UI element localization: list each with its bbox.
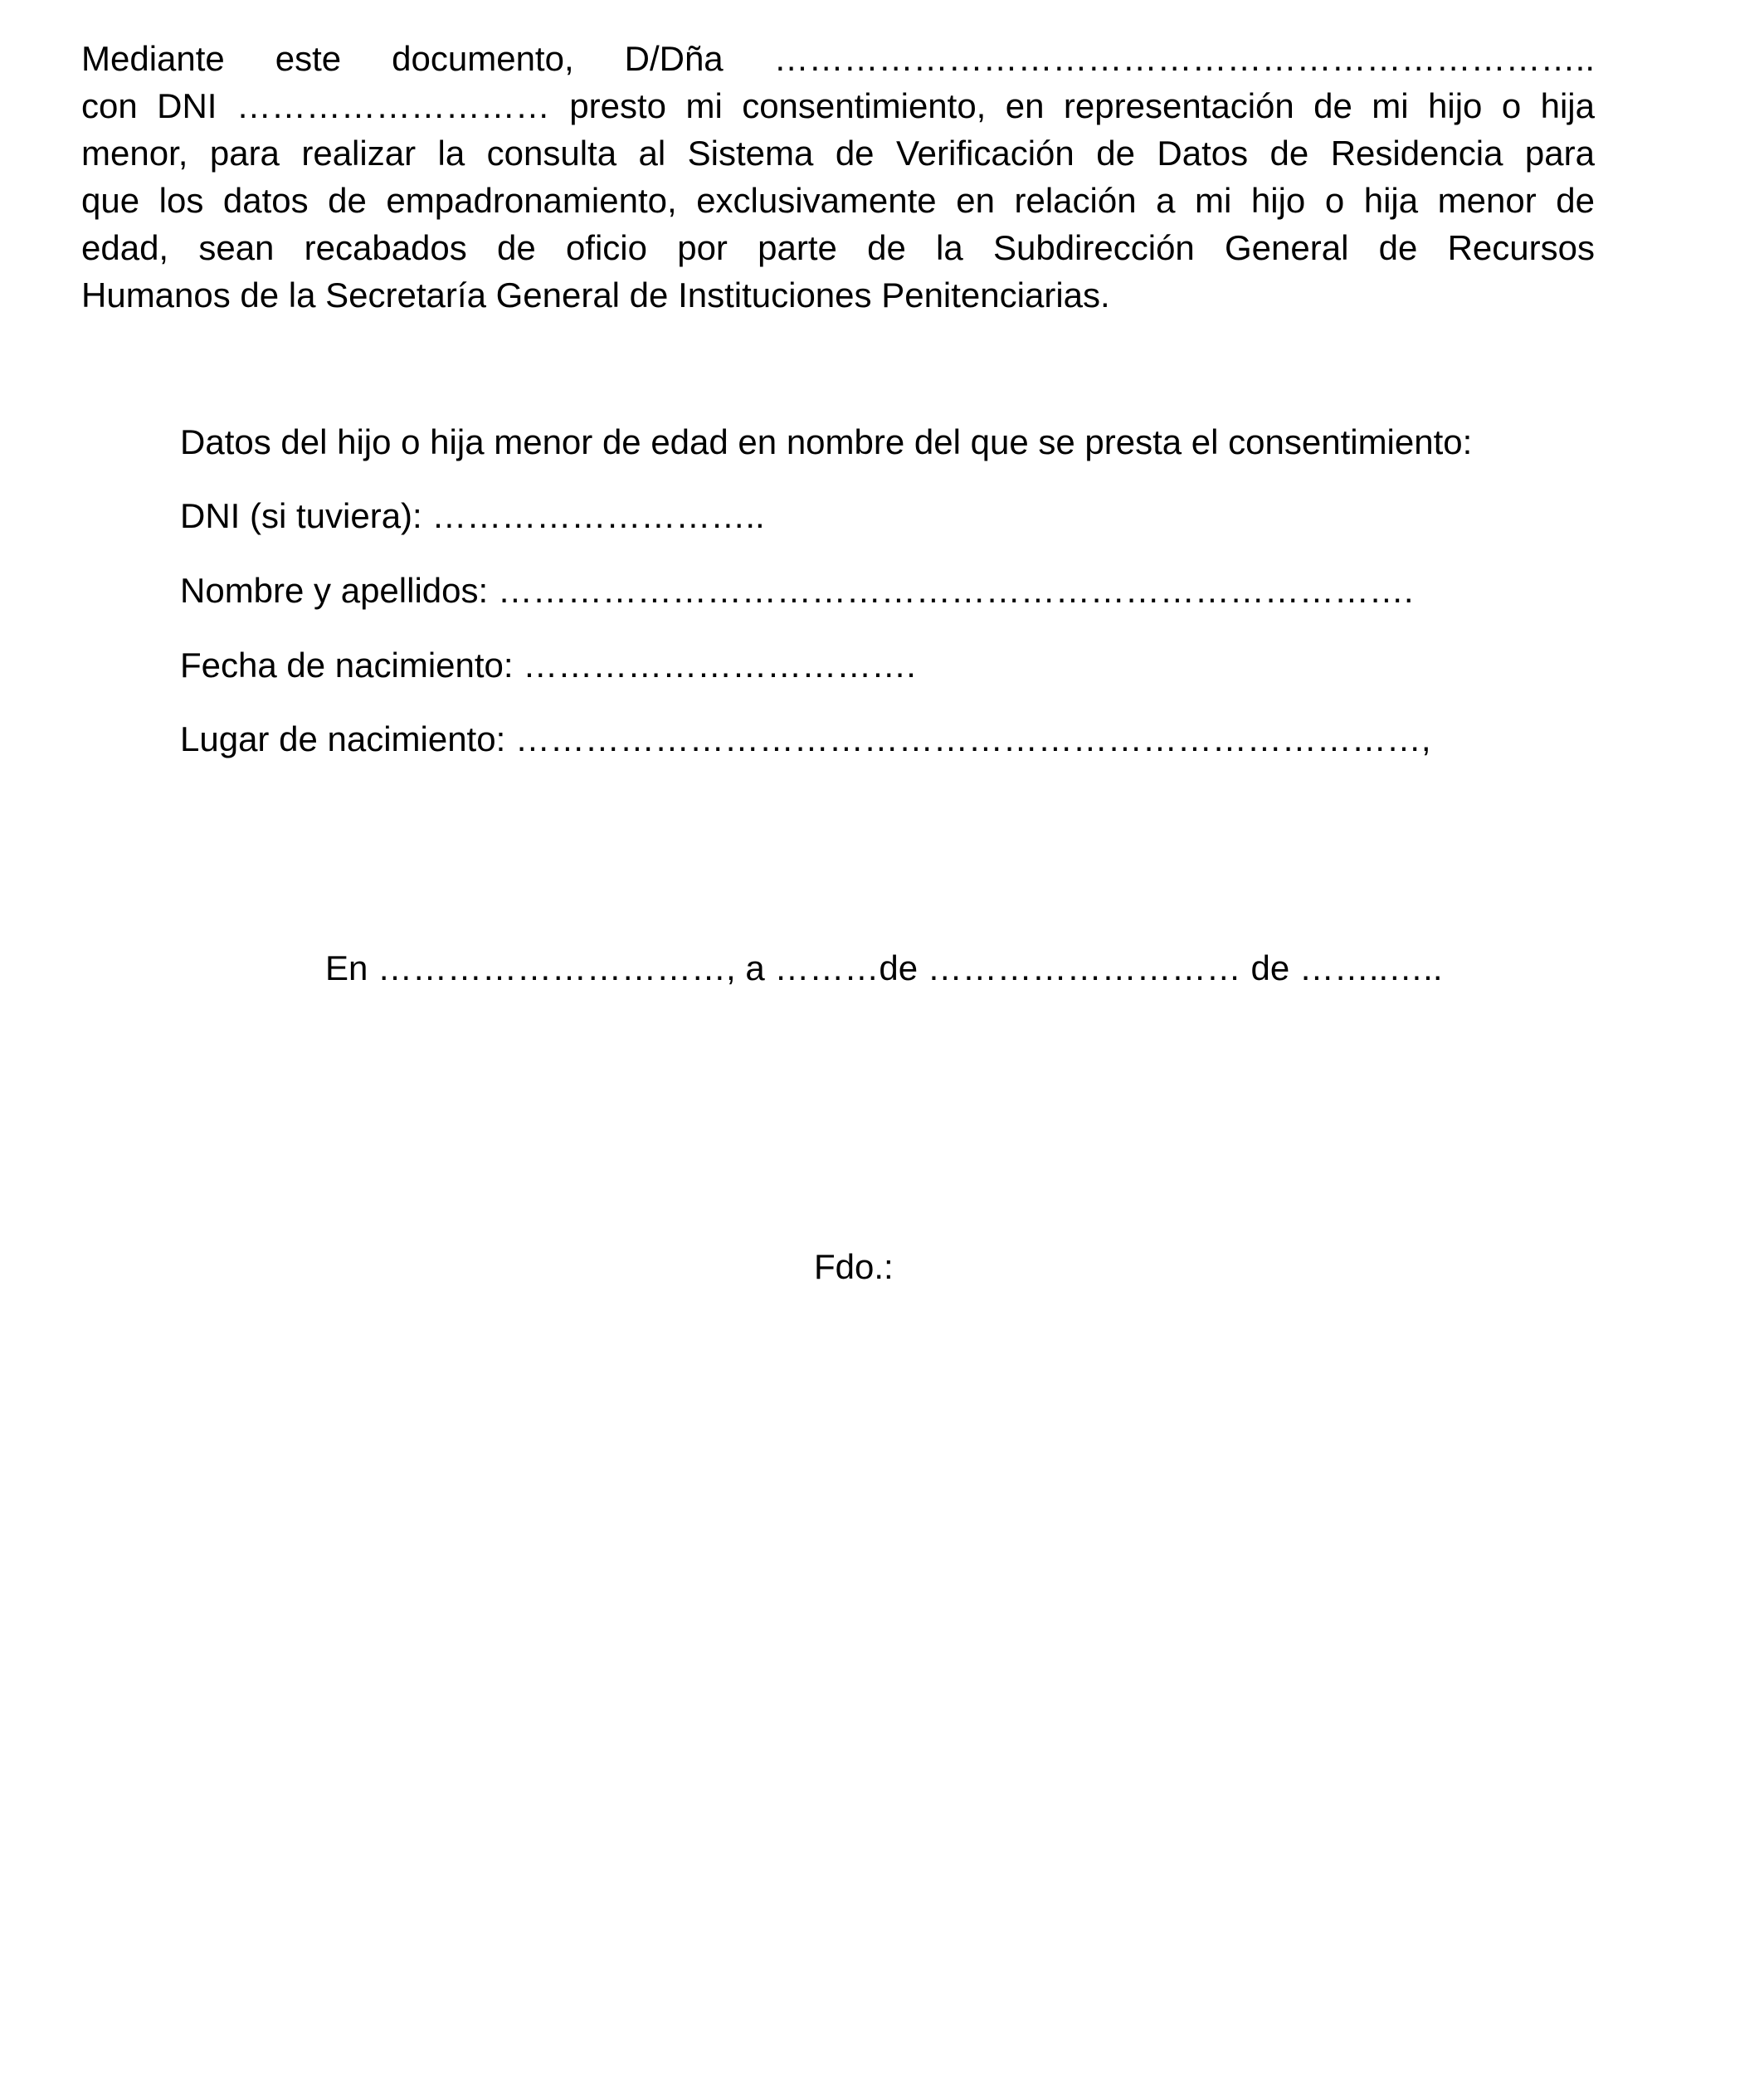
consent-line-1: Mediante este documento, D/Dña …………………………………………………………….. <box>81 39 1595 78</box>
signature-label: Fdo.: <box>814 1247 894 1286</box>
consent-line-2: con DNI ……………………… presto mi consentimiento, en representación de mi hijo o hija <box>81 86 1595 125</box>
child-name-field: Nombre y apellidos: ……………………………………………………………………. <box>180 571 1414 610</box>
consent-line-6: Humanos de la Secretaría General de Instituciones Penitenciarias. <box>81 275 1110 314</box>
date-place-line: En …………………………, a ………de ……………………… de ……..….. <box>325 948 1443 987</box>
child-birth-date-field: Fecha de nacimiento: ……………………………. <box>180 646 916 685</box>
consent-paragraph <box>81 35 1595 319</box>
consent-line-3: menor, para realizar la consulta al Sistema de Verificación de Datos de Residencia para <box>81 134 1595 173</box>
consent-line-4: que los datos de empadronamiento, exclusivamente en relación a mi hijo o hija menor de <box>81 181 1595 220</box>
child-birth-place-field: Lugar de nacimiento: ……………………………………………………………………, <box>180 719 1431 758</box>
child-dni-field: DNI (si tuviera): ……………………….. <box>180 496 765 535</box>
child-data-heading: Datos del hijo o hija menor de edad en nombre del que se presta el consentimiento: <box>180 422 1473 461</box>
consent-line-5: edad, sean recabados de oficio por parte de la Subdirección General de Recursos <box>81 228 1595 267</box>
